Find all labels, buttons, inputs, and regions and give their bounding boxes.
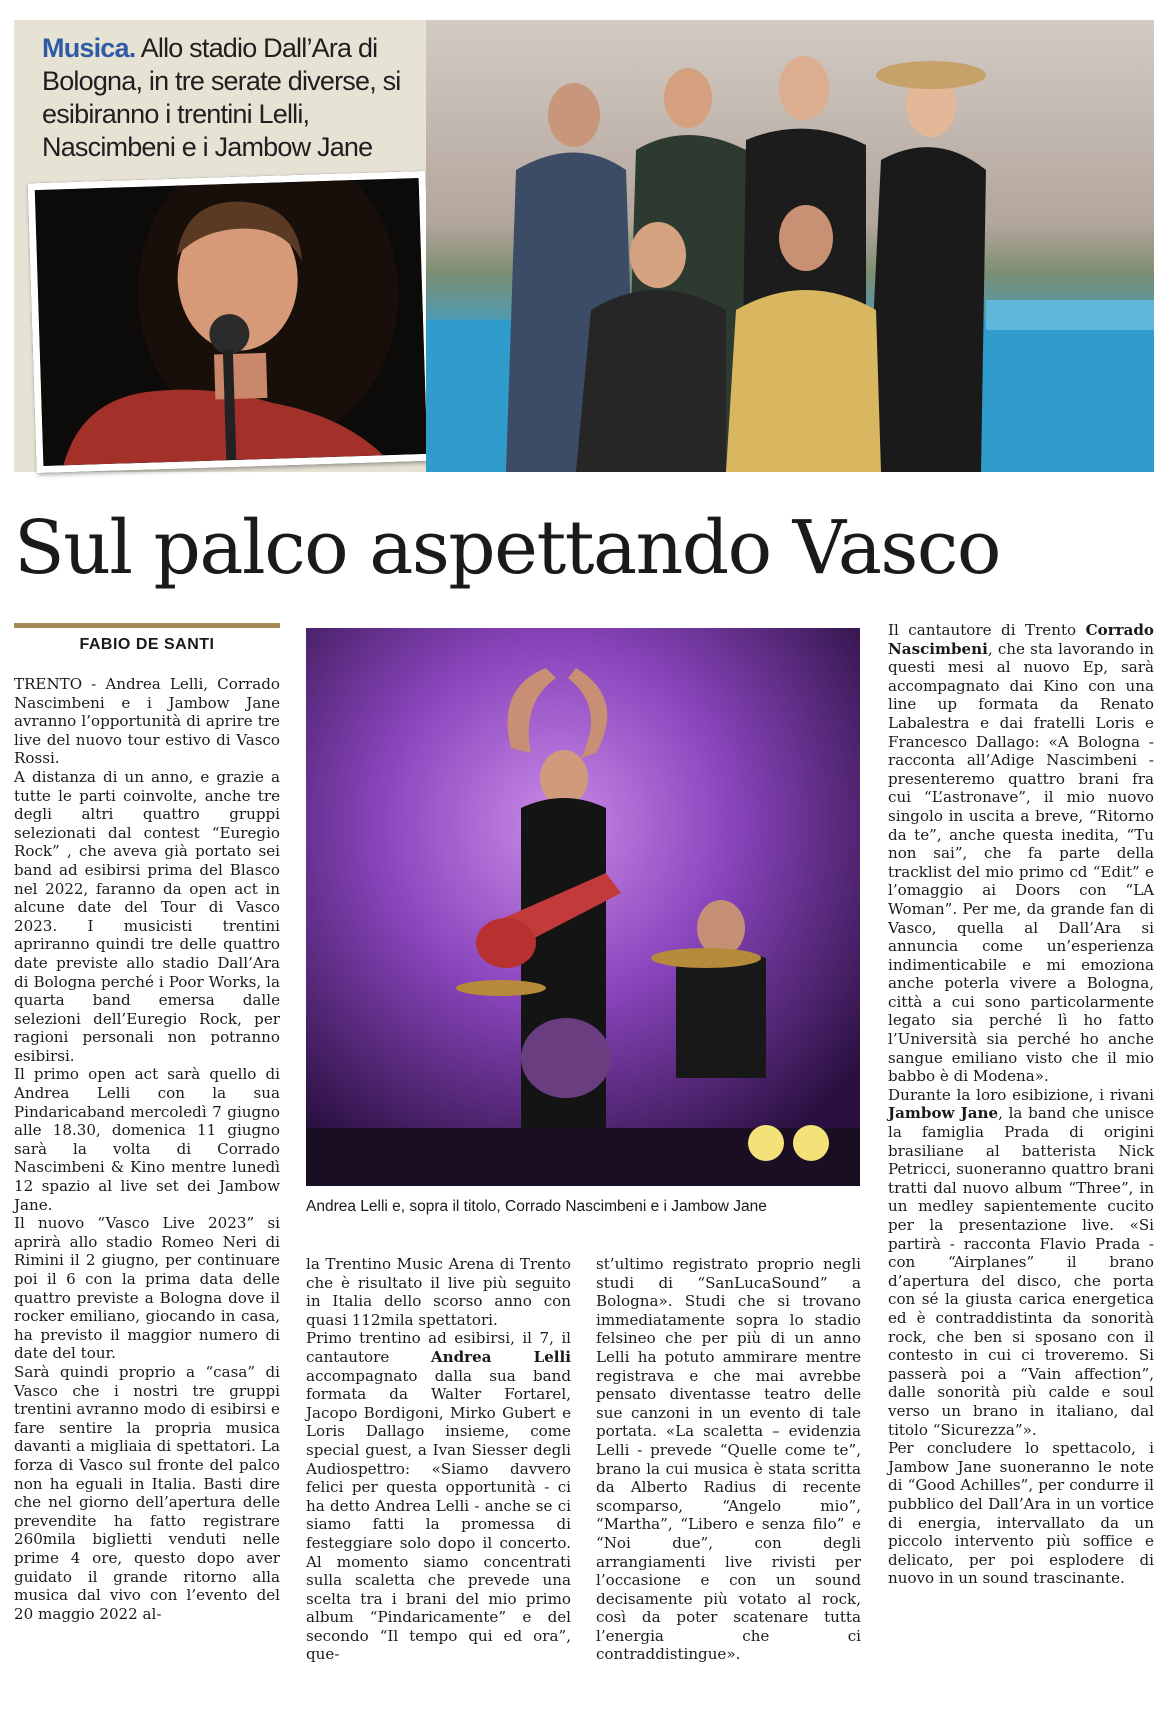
stage-photo — [306, 628, 860, 1186]
headline: Sul palco aspettando Vasco — [14, 505, 1000, 591]
article-column-1 — [14, 675, 280, 1623]
band-photo — [426, 20, 1154, 472]
text-run: , la band che unisce la famiglia Prada di origini brasiliane al batterista Nick Petricci, suoneranno quattro brani tratti dal nuovo album “Three”, in un medley sapientemente cucito per la presentazione live. «Si partirà - racconta Flavio Prada - con “Airplanes” il brano d’apertura del disco, che porta con sé la giusta carica energetica ed è contraddistinta da sonorità rock, che ben si sposano con il contesto in cui ci troveremo. Si passerà poi a “Vain affection”, dalle sonorità più calde e soul verso un brano in italiano, dal titolo “Sicurezza”». — [888, 1104, 1154, 1439]
bold-name: Andrea Lelli — [430, 1347, 571, 1366]
paragraph: Il nuovo “Vasco Live 2023” si aprirà allo stadio Romeo Neri di Rimini il 2 giugno, per continuare poi il 6 con la prima data delle quattro previste a Bologna dove il rocker emiliano, giocando in casa, ha previsto il maggior numero di date del tour. — [14, 1214, 280, 1363]
text-run: Il cantautore di Trento — [888, 621, 1086, 639]
paragraph — [888, 621, 1154, 1086]
paragraph — [888, 1086, 1154, 1439]
band-illustration — [426, 20, 1154, 472]
paragraph — [306, 1329, 571, 1664]
singer-photo — [28, 171, 435, 473]
paragraph: Il primo open act sarà quello di Andrea Lelli con la sua Pindaricaband mercoledì 7 giugno alle 18.30, domenica 11 giugno sarà la volta di Corrado Nascimbeni & Kino mentre lunedì 12 spazio al live set dei Jambow Jane. — [14, 1065, 280, 1214]
paragraph: st’ultimo registrato proprio negli studi di “SanLucaSound” a Bologna». Studi che si trovano immediatamente sopra lo stadio felsineo che per più di un anno Lelli ha potuto ammirare mentre registrava e che mai avrebbe pensato diventasse teatro delle sue canzoni in un evento di tale portata. «La scaletta – evidenzia Lelli - prevede “Quelle come te”, brano la cui musica è stata scritta da Alberto Radius di recente scomparso, “Angelo mio”, “Martha”, “Libero e senza filo” e “Noi due”, con degli arrangiamenti live rivisti per l’occasione e con un sound decisamente più votato al rock, così da poter scatenare tutta l’energia che ci contraddistingue». — [596, 1255, 861, 1664]
stage-illustration — [306, 628, 860, 1186]
kicker-tag: Musica. — [42, 33, 136, 63]
paragraph: la Trentino Music Arena di Trento che è risultato il live più seguito in Italia dello scorso anno con quasi 112mila spettatori. — [306, 1255, 571, 1329]
singer-illustration — [35, 178, 427, 466]
kicker — [42, 32, 412, 164]
article-column-2 — [306, 1255, 571, 1664]
kicker-text: Allo stadio Dall’Ara di Bologna, in tre serate diverse, si esibiranno i trentini Lelli, Nascimbeni e i Jambow Jane — [42, 33, 401, 162]
paragraph: Sarà quindi proprio a “casa” di Vasco che i nostri tre gruppi trentini avranno modo di esibirsi e fare sentire la propria musica davanti a migliaia di spettatori. La forza di Vasco sul fronte del palco non ha eguali in Italia. Basti dire che nel giorno dell’apertura delle prevendite ha fatto registrare 260mila biglietti venduti nelle prime 4 ore, questo dopo aver guidato il grande ritorno alla musica dal vivo con l’evento del 20 maggio 2022 al- — [14, 1362, 280, 1623]
paragraph: A distanza di un anno, e grazie a tutte le parti coinvolte, anche tre degli altri quattro gruppi selezionati dal contest “Euregio Rock” , che aveva già portato sei band ad esibirsi prima del Blasco nel 2022, faranno da open act in alcune date del Tour di Vasco 2023. I musicisti trentini apriranno quindi tre delle quattro date previste allo stadio Dall’Ara di Bologna perché i Poor Works, la quarta band emersa dalle selezioni dell’Euregio Rock, per ragioni personali non potranno esibirsi. — [14, 767, 280, 1065]
bold-name: Corrado Nascimbeni — [888, 621, 1154, 658]
byline: FABIO DE SANTI — [79, 636, 215, 653]
text-run: accompagnato dalla sua band formata da Walter Fortarel, Jacopo Bordigoni, Mirko Gubert e Loris Dallago insieme, come special guest, a Ivan Siesser degli Audiospettro: «Siamo davvero felici per questa opportunità - ci ha detto Andrea Lelli - anche se ci siamo fatti la promessa di festeggiare solo dopo il concerto. Al momento siamo concentrati sulla scaletta che prevede una scelta tra i brani del mio primo album “Pindaricamente” e del secondo “Il tempo qui ed ora”, que- — [306, 1366, 571, 1664]
article-column-3 — [596, 1255, 861, 1664]
text-run: , che sta lavorando in questi mesi al nuovo Ep, sarà accompagnato dai Kino con una line up formata da Renato Labalestra e dai fratelli Loris e Francesco Dallago: «A Bologna - racconta all’Adige Nascimbeni - presenteremo quattro brani fra cui “L’astronave”, il mio nuovo singolo in uscita a breve, “Ritorno da te”, anche questa inedita, “Tu non sai”, che fa parte della tracklist del mio primo cd “Edit” e l’omaggio ai Doors con “LA Woman”. Per me, da grande fan di Vasco, quella al Dall’Ara si annuncia come un’esperienza indimenticabile e mi emoziona anche poterla vivere a Bologna, città a cui sono particolarmente legato sia perché lì ho fatto l’Università sia perché ho anche sangue emiliano visto che il mio babbo è di Modena». — [888, 639, 1154, 1086]
article-column-4 — [888, 621, 1154, 1588]
text-run: Durante la loro esibizione, i rivani — [888, 1085, 1154, 1104]
byline-rule — [14, 623, 280, 628]
paragraph: TRENTO - Andrea Lelli, Corrado Nascimbeni e i Jambow Jane avranno l’opportunità di aprire tre live del nuovo tour estivo di Vasco Rossi. — [14, 675, 280, 768]
photo-caption: Andrea Lelli e, sopra il titolo, Corrado Nascimbeni e i Jambow Jane — [306, 1198, 767, 1215]
bold-name: Jambow Jane — [888, 1104, 999, 1123]
text-run: Primo trentino ad esibirsi, il 7, il cantautore — [306, 1329, 571, 1366]
paragraph: Per concludere lo spettacolo, i Jambow Jane suoneranno le note di “Good Achilles”, per condurre il pubblico del Dall’Ara in un vortice di energia, intervallato da un piccolo intervento più soffice e delicato, per poi esplodere di nuovo in un sound trascinante. — [888, 1439, 1154, 1588]
